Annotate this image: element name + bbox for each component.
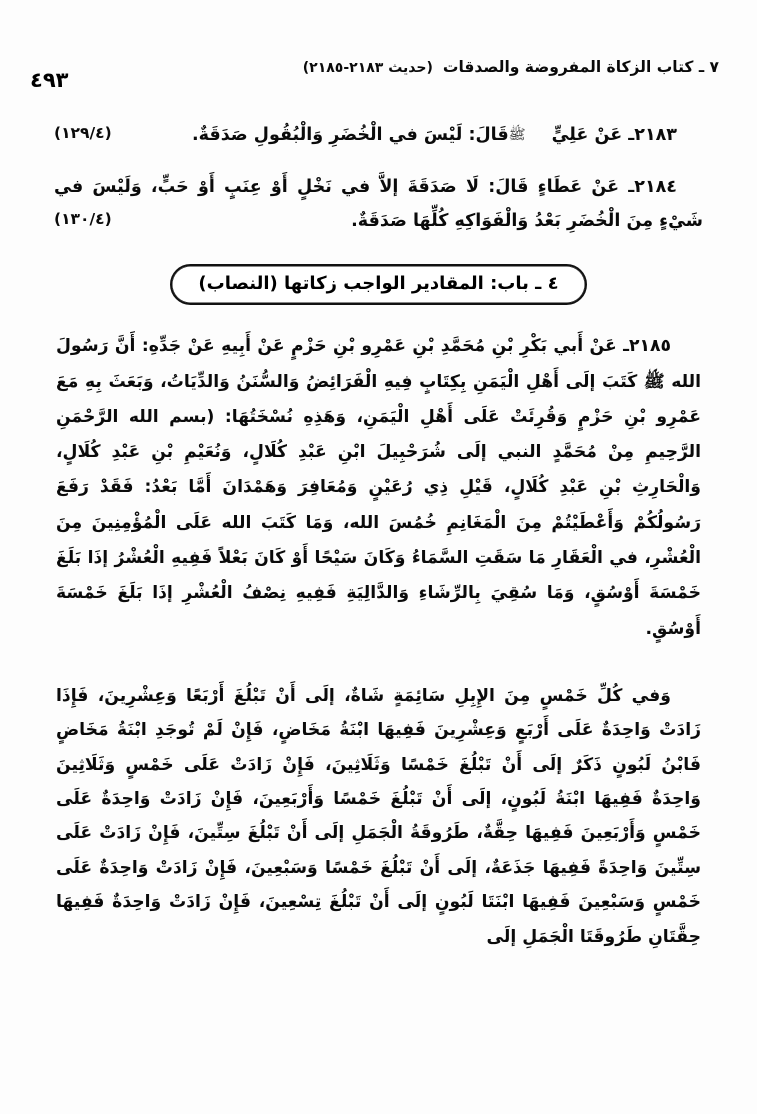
main-hadith-text-1: ـ عَنْ أَبي بَكْرِ بْنِ مُحَمَّدِ بْنِ عَمْرِو بْنِ حَزْمٍ عَنْ أَبِيهِ عَنْ جَدِّهِ: أَنَّ رَسُولَ الله ﷺ كَتَبَ إلَى أَهْلِ الْيَمَنِ بِكِتَابٍ فِيهِ الْفَرَائِضُ وَالسُّنَنُ وَالدِّيَاتُ، وَبَعَثَ بِهِ مَعَ عَمْرِو بْنِ حَزْمٍ وَقُرِئَتْ عَلَى أَهْلِ الْيَمَنِ، وَهَذِهِ نُسْخَتُهَا: (بسم الله الرَّحْمَنِ الرَّحِيمِ مِنْ مُحَمَّدٍ النبي إلَى شُرَحْبِيلَ ابْنِ عَبْدِ كُلَالٍ، وَنُعَيْمِ بْنِ عَبْدِ كُلَالٍ، وَالْحَارِثِ بْنِ عَبْدِ كُلَالٍ، قَيْلِ ذِي رُعَيْنٍ وَمُعَافِرَ وَهَمْدَانَ أَمَّا بَعْدُ: فَقَدْ رَفَعَ رَسُولُكُمْ وَأَعْطَيْتُمْ مِنَ الْمَغَانِمِ خُمُسَ الله، وَمَا كَتَبَ الله عَلَى الْمُؤْمِنِينَ مِنَ الْعُشْرِ، في الْعَقَارِ مَا سَقَتِ السَّمَاءُ وَكَانَ سَيْحًا أَوْ كَانَ بَعْلاً فَفِيهِ الْعُشْرُ إذَا بَلَغَ خَمْسَةَ أَوْسُقٍ، وَمَا سُقِيَ بِالرِّشَاءِ وَالدَّالِيَةِ فَفِيهِ نِصْفُ الْعُشْرِ إذَا بَلَغَ خَمْسَةَ أَوْسُقٍ. [56,336,701,639]
chapter-heading: ٤ ـ باب: المقادير الواجب زكاتها (النصاب) [170,264,586,305]
paragraph-spacer [30,667,727,679]
header-chapter-group [303,58,719,76]
hadith-number: ٢١٨٥ [629,336,671,357]
hadith-text-part2: قَالَ: لَيْسَ في الْخُضَرِ وَالْبُقُولِ صَدَقَةٌ. [191,125,509,145]
hadith-reference: (١٣٠/٤) [54,210,112,229]
page-number: ٤٩٣ [30,68,69,92]
hadith-reference: (١٢٩/٤) [54,124,112,142]
salutation-icon: ﷺ [508,127,526,143]
hadith-text: ـ عَنْ عَطَاءٍ قَالَ: لَا صَدَقَةَ إلاَّ في نَخْلٍ أَوْ عِنَبٍ أَوْ حَبٍّ، وَلَيْسَ في شَيْءٍ مِنَ الْخُضَرِ بَعْدُ وَالْفَوَاكِهِ كُلِّهَا صَدَقَةٌ. [54,177,703,232]
header-hadith-range: (حديث ٢١٨٣-٢١٨٥) [302,60,433,76]
page-content [30,118,727,974]
hadith-number: ٢١٨٤ [634,177,677,198]
hadith-entry-2184 [30,170,727,238]
main-hadith-paragraph-2 [30,679,727,954]
hadith-entry-2183 [30,118,727,152]
hadith-text-part1: ـ عَنْ عَلِيٍّ [551,125,635,145]
main-hadith-paragraph-1 [30,329,727,646]
chapter-heading-wrapper [30,264,727,305]
header-chapter-title: ٧ ـ كتاب الزكاة المفروضة والصدقات [442,58,719,76]
hadith-number: ٢١٨٣ [634,125,677,145]
page-header [0,58,757,102]
main-hadith-text-2: وَفي كُلِّ خَمْسٍ مِنَ الإِبِلِ سَائِمَةٍ شَاةٌ، إلَى أَنْ تَبْلُغَ أَرْبَعًا وَعِشْرِينَ، فَإِذَا زَادَتْ وَاحِدَةٌ عَلَى أَرْبَعٍ وَعِشْرِينَ فَفِيهَا ابْنَةُ مَخَاضٍ، فَإِنْ لَمْ تُوجَدِ ابْنَةُ مَخَاضٍ فَابْنُ لَبُونٍ ذَكَرٌ إلَى أَنْ تَبْلُغَ خَمْسًا وَثَلَاثِينَ، فَإِنْ زَادَتْ عَلَى خَمْسٍ وَثَلَاثِينَ وَاحِدَةٌ فَفِيهَا ابْنَةُ لَبُونٍ، إلَى أَنْ تَبْلُغَ خَمْسًا وَأَرْبَعِينَ، فَإِنْ زَادَتْ وَاحِدَةٌ عَلَى خَمْسٍ وَأَرْبَعِينَ فَفِيهَا حِقَّةٌ، طَرُوقَةُ الْجَمَلِ إلَى أَنْ تَبْلُغَ سِتِّينَ، فَإِنْ زَادَتْ عَلَى سِتِّينَ وَاحِدَةً فَفِيهَا جَذَعَةٌ، إلَى أَنْ تَبْلُغَ خَمْسًا وَسَبْعِينَ، فَإِنْ زَادَتْ وَاحِدَةٌ عَلَى خَمْسٍ وَسَبْعِينَ فَفِيهَا ابْنَتَا لَبُونٍ إلَى أَنْ تَبْلُغَ تِسْعِينَ، فَإِنْ زَادَتْ وَاحِدَةٌ فَفِيهَا حِقَّتَانِ طَرُوقَتَا الْجَمَلِ إلَى [56,685,701,947]
